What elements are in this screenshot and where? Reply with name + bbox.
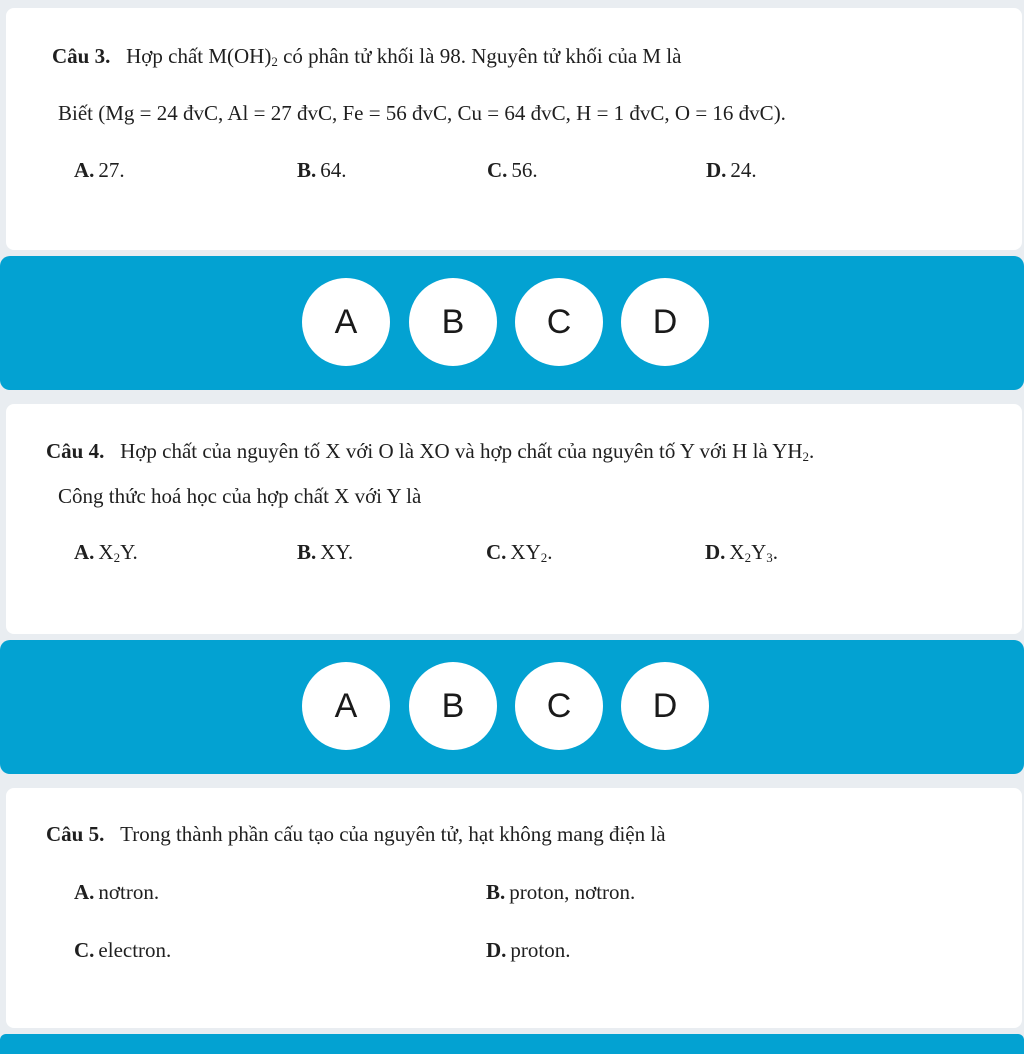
q3-option-a: A. 27. xyxy=(74,158,125,182)
q3-answer-button-c[interactable]: C xyxy=(515,278,603,366)
q4-answer-button-d[interactable]: D xyxy=(621,662,709,750)
q4-answer-button-c[interactable]: C xyxy=(515,662,603,750)
q4-option-b: B. XY. xyxy=(297,540,354,564)
q5-option-b: B. proton, nơtron. xyxy=(486,880,636,904)
q4-option-d: D. $X_2Y_3$. xyxy=(705,540,779,565)
q4-option-c: C. $XY_2$. xyxy=(486,540,553,565)
q3-option-d: D. 24. xyxy=(706,158,757,182)
question-3-text: Câu 3. Hợp chất $M(OH)_2$ có phân tử khối là 98. Nguyên tử khối của M là xyxy=(52,44,682,69)
q3-answer-button-d[interactable]: D xyxy=(621,278,709,366)
q3-option-c: C. 56. xyxy=(487,158,538,182)
answer-band-q5 xyxy=(0,1034,1024,1054)
question-3-number: Câu 3. xyxy=(52,44,111,68)
question-5-text: Câu 5. Trong thành phần cấu tạo của nguyên tử, hạt không mang điện là xyxy=(46,822,666,846)
q4-answer-button-a[interactable]: A xyxy=(302,662,390,750)
answer-band-q3 xyxy=(0,256,1024,390)
question-5-number: Câu 5. xyxy=(46,822,105,846)
q5-option-a: A. nơtron. xyxy=(74,880,160,904)
q4-answer-button-b[interactable]: B xyxy=(409,662,497,750)
q3-answer-button-b[interactable]: B xyxy=(409,278,497,366)
question-3-given-data: Biết (Mg = 24 đvC, Al = 27 đvC, Fe = 56 đvC, Cu = 64 đvC, H = 1 đvC, O = 16 đvC). xyxy=(58,101,786,125)
question-4-second-line: Công thức hoá học của hợp chất X với Y là xyxy=(58,484,422,508)
q5-option-c: C. electron. xyxy=(74,938,172,962)
answer-band-q4 xyxy=(0,640,1024,774)
question-4-text: Câu 4. Hợp chất của nguyên tố X với O là XO và hợp chất của nguyên tố Y với H là $YH_2$. xyxy=(46,439,815,464)
q3-answer-button-a[interactable]: A xyxy=(302,278,390,366)
q4-option-a: A. $X_2Y$. xyxy=(74,540,138,565)
q5-option-d: D. proton. xyxy=(486,938,571,962)
question-4-number: Câu 4. xyxy=(46,439,105,463)
q3-option-b: B. 64. xyxy=(297,158,347,182)
